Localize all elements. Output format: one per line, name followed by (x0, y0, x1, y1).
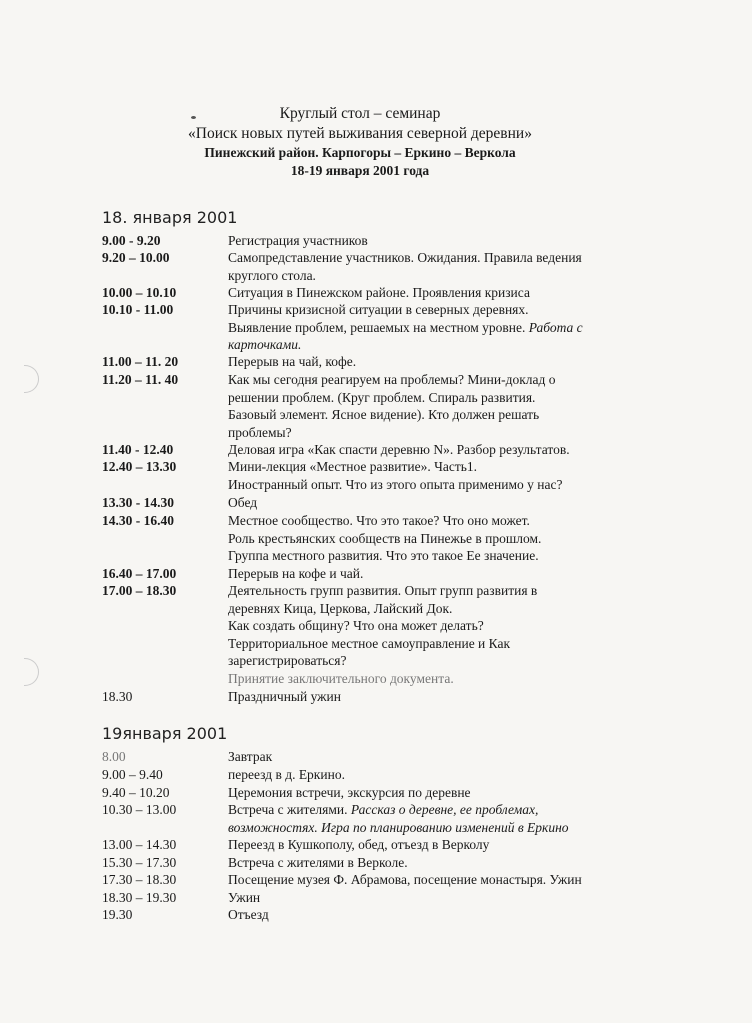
desc-line: Иностранный опыт. Что из этого опыта применимо у нас? (228, 476, 563, 492)
row-desc (228, 906, 648, 924)
header-line-1: Круглый стол – семинар (279, 105, 441, 122)
desc-line: Принятие заключительного документа. (228, 670, 454, 686)
row-time: 18.30 (102, 689, 133, 704)
row-time: 8.00 (102, 749, 126, 764)
desc-line: Самопредставление участников. Ожидания. Правила ведения (228, 250, 582, 265)
row-desc (228, 836, 648, 854)
row-desc (228, 353, 648, 371)
document-header (90, 104, 630, 180)
desc-line: Регистрация участников (228, 233, 368, 248)
punch-hole-top (24, 365, 39, 393)
desc-line: деревнях Кица, Церкова, Лайский Док. (228, 600, 453, 616)
row-desc (228, 784, 648, 802)
row-time: 18.30 – 19.30 (102, 890, 177, 905)
header-line-2: «Поиск новых путей выживания северной деревни» (188, 125, 532, 142)
row-desc (228, 871, 648, 889)
desc-italic: Рассказ о деревне, ее проблемах, (350, 802, 539, 817)
header-line-4: 18-19 января 2001 года (290, 163, 430, 178)
row-time: 13.00 – 14.30 (102, 837, 177, 852)
row-time: 9.20 – 10.00 (102, 250, 170, 265)
row-desc (228, 249, 648, 284)
row-time: 9.40 – 10.20 (102, 785, 170, 800)
desc-line: Отъезд (228, 907, 269, 922)
row-desc (228, 854, 648, 872)
desc-line: Ситуация в Пинежском районе. Проявления кризиса (228, 285, 530, 300)
desc-line: Территориальное местное самоуправление и Как (228, 635, 511, 651)
row-desc (228, 458, 648, 493)
row-desc (228, 301, 648, 354)
desc-line: Деловая игра «Как спасти деревню N». Разбор результатов. (228, 442, 570, 457)
desc-line: круглого стола. (228, 267, 316, 283)
desc-line: Обед (228, 495, 258, 510)
row-desc (228, 889, 648, 907)
desc-line: Причины кризисной ситуации в северных деревнях. (228, 302, 529, 317)
row-time: 11.00 – 11. 20 (102, 354, 179, 369)
day1-title: 18. января 2001 (102, 208, 238, 227)
row-time: 17.30 – 18.30 (102, 872, 177, 887)
row-time: 11.20 – 11. 40 (102, 372, 179, 387)
row-desc (228, 494, 648, 512)
row-desc (228, 565, 648, 583)
desc-line: Переезд в Кушкополу, обед, отъезд в Верколу (228, 837, 490, 852)
desc-line: Базовый элемент. Ясное видение). Кто должен решать (228, 407, 540, 422)
desc-line: Посещение музея Ф. Абрамова, посещение монастыря. Ужин (228, 872, 582, 887)
desc-line: проблемы? (228, 424, 292, 440)
row-desc (228, 582, 648, 687)
desc-line: Церемония встречи, экскурсия по деревне (228, 785, 471, 800)
desc-line (228, 319, 648, 337)
row-time: 11.40 - 12.40 (102, 442, 174, 457)
header-line-3: Пинежский район. Карпогоры – Еркино – Веркола (204, 145, 516, 160)
row-time: 13.30 - 14.30 (102, 495, 174, 510)
row-desc (228, 688, 648, 706)
row-time: 14.30 - 16.40 (102, 513, 174, 528)
row-desc (228, 748, 648, 766)
desc-line (228, 819, 648, 837)
desc-line (228, 801, 648, 819)
desc-line: Роль крестьянских сообществ на Пинежье в прошлом. (228, 530, 542, 546)
punch-hole-bottom (24, 658, 39, 686)
desc-line: Перерыв на чай, кофе. (228, 354, 357, 369)
desc-italic: возможностях. Игра по планированию изменений в Еркино (228, 819, 569, 835)
row-time: 9.00 – 9.40 (102, 767, 163, 782)
desc-text: Встреча с жителями. (228, 802, 348, 817)
desc-italic: Работа с (528, 319, 583, 335)
desc-line: Завтрак (228, 749, 273, 764)
row-time: 12.40 – 13.30 (102, 459, 177, 474)
row-time: 10.10 - 11.00 (102, 302, 174, 317)
row-time: 10.30 – 13.00 (102, 802, 177, 817)
desc-line: Перерыв на кофе и чай. (228, 566, 364, 581)
desc-line (228, 336, 648, 354)
row-desc (228, 284, 648, 302)
row-desc (228, 232, 648, 250)
desc-line: Местное сообщество. Что это такое? Что оно может. (228, 513, 530, 528)
desc-line: зарегистрироваться? (228, 653, 347, 668)
row-time: 10.00 – 10.10 (102, 285, 177, 300)
desc-line: Мини-лекция «Местное развитие». Часть1. (228, 459, 478, 474)
day2-title: 19января 2001 (102, 724, 228, 743)
desc-line: Встреча с жителями в Верколе. (228, 855, 408, 870)
row-desc (228, 801, 648, 836)
row-time: 16.40 – 17.00 (102, 566, 177, 581)
desc-line: Деятельность групп развития. Опыт групп развития в (228, 583, 538, 598)
row-time: 19.30 (102, 907, 133, 922)
row-desc (228, 371, 648, 441)
row-desc (228, 766, 648, 784)
row-desc (228, 441, 648, 459)
row-desc (228, 512, 648, 565)
desc-line: Как создать общину? Что она может делать? (228, 618, 484, 633)
desc-line: Как мы сегодня реагируем на проблемы? Мини-доклад о (228, 372, 556, 387)
row-time: 17.00 – 18.30 (102, 583, 177, 598)
desc-line: Группа местного развития. Что это такое Ее значение. (228, 548, 539, 563)
desc-line: Ужин (228, 890, 261, 905)
row-time: 9.00 - 9.20 (102, 233, 161, 248)
row-time: 15.30 – 17.30 (102, 855, 177, 870)
desc-text: Выявление проблем, решаемых на местном уровне. (228, 319, 526, 335)
desc-line: решении проблем. (Круг проблем. Спираль развития. (228, 389, 536, 405)
desc-italic: карточками. (228, 337, 302, 352)
desc-line: переезд в д. Еркино. (228, 767, 345, 782)
desc-line: Праздничный ужин (228, 689, 341, 704)
